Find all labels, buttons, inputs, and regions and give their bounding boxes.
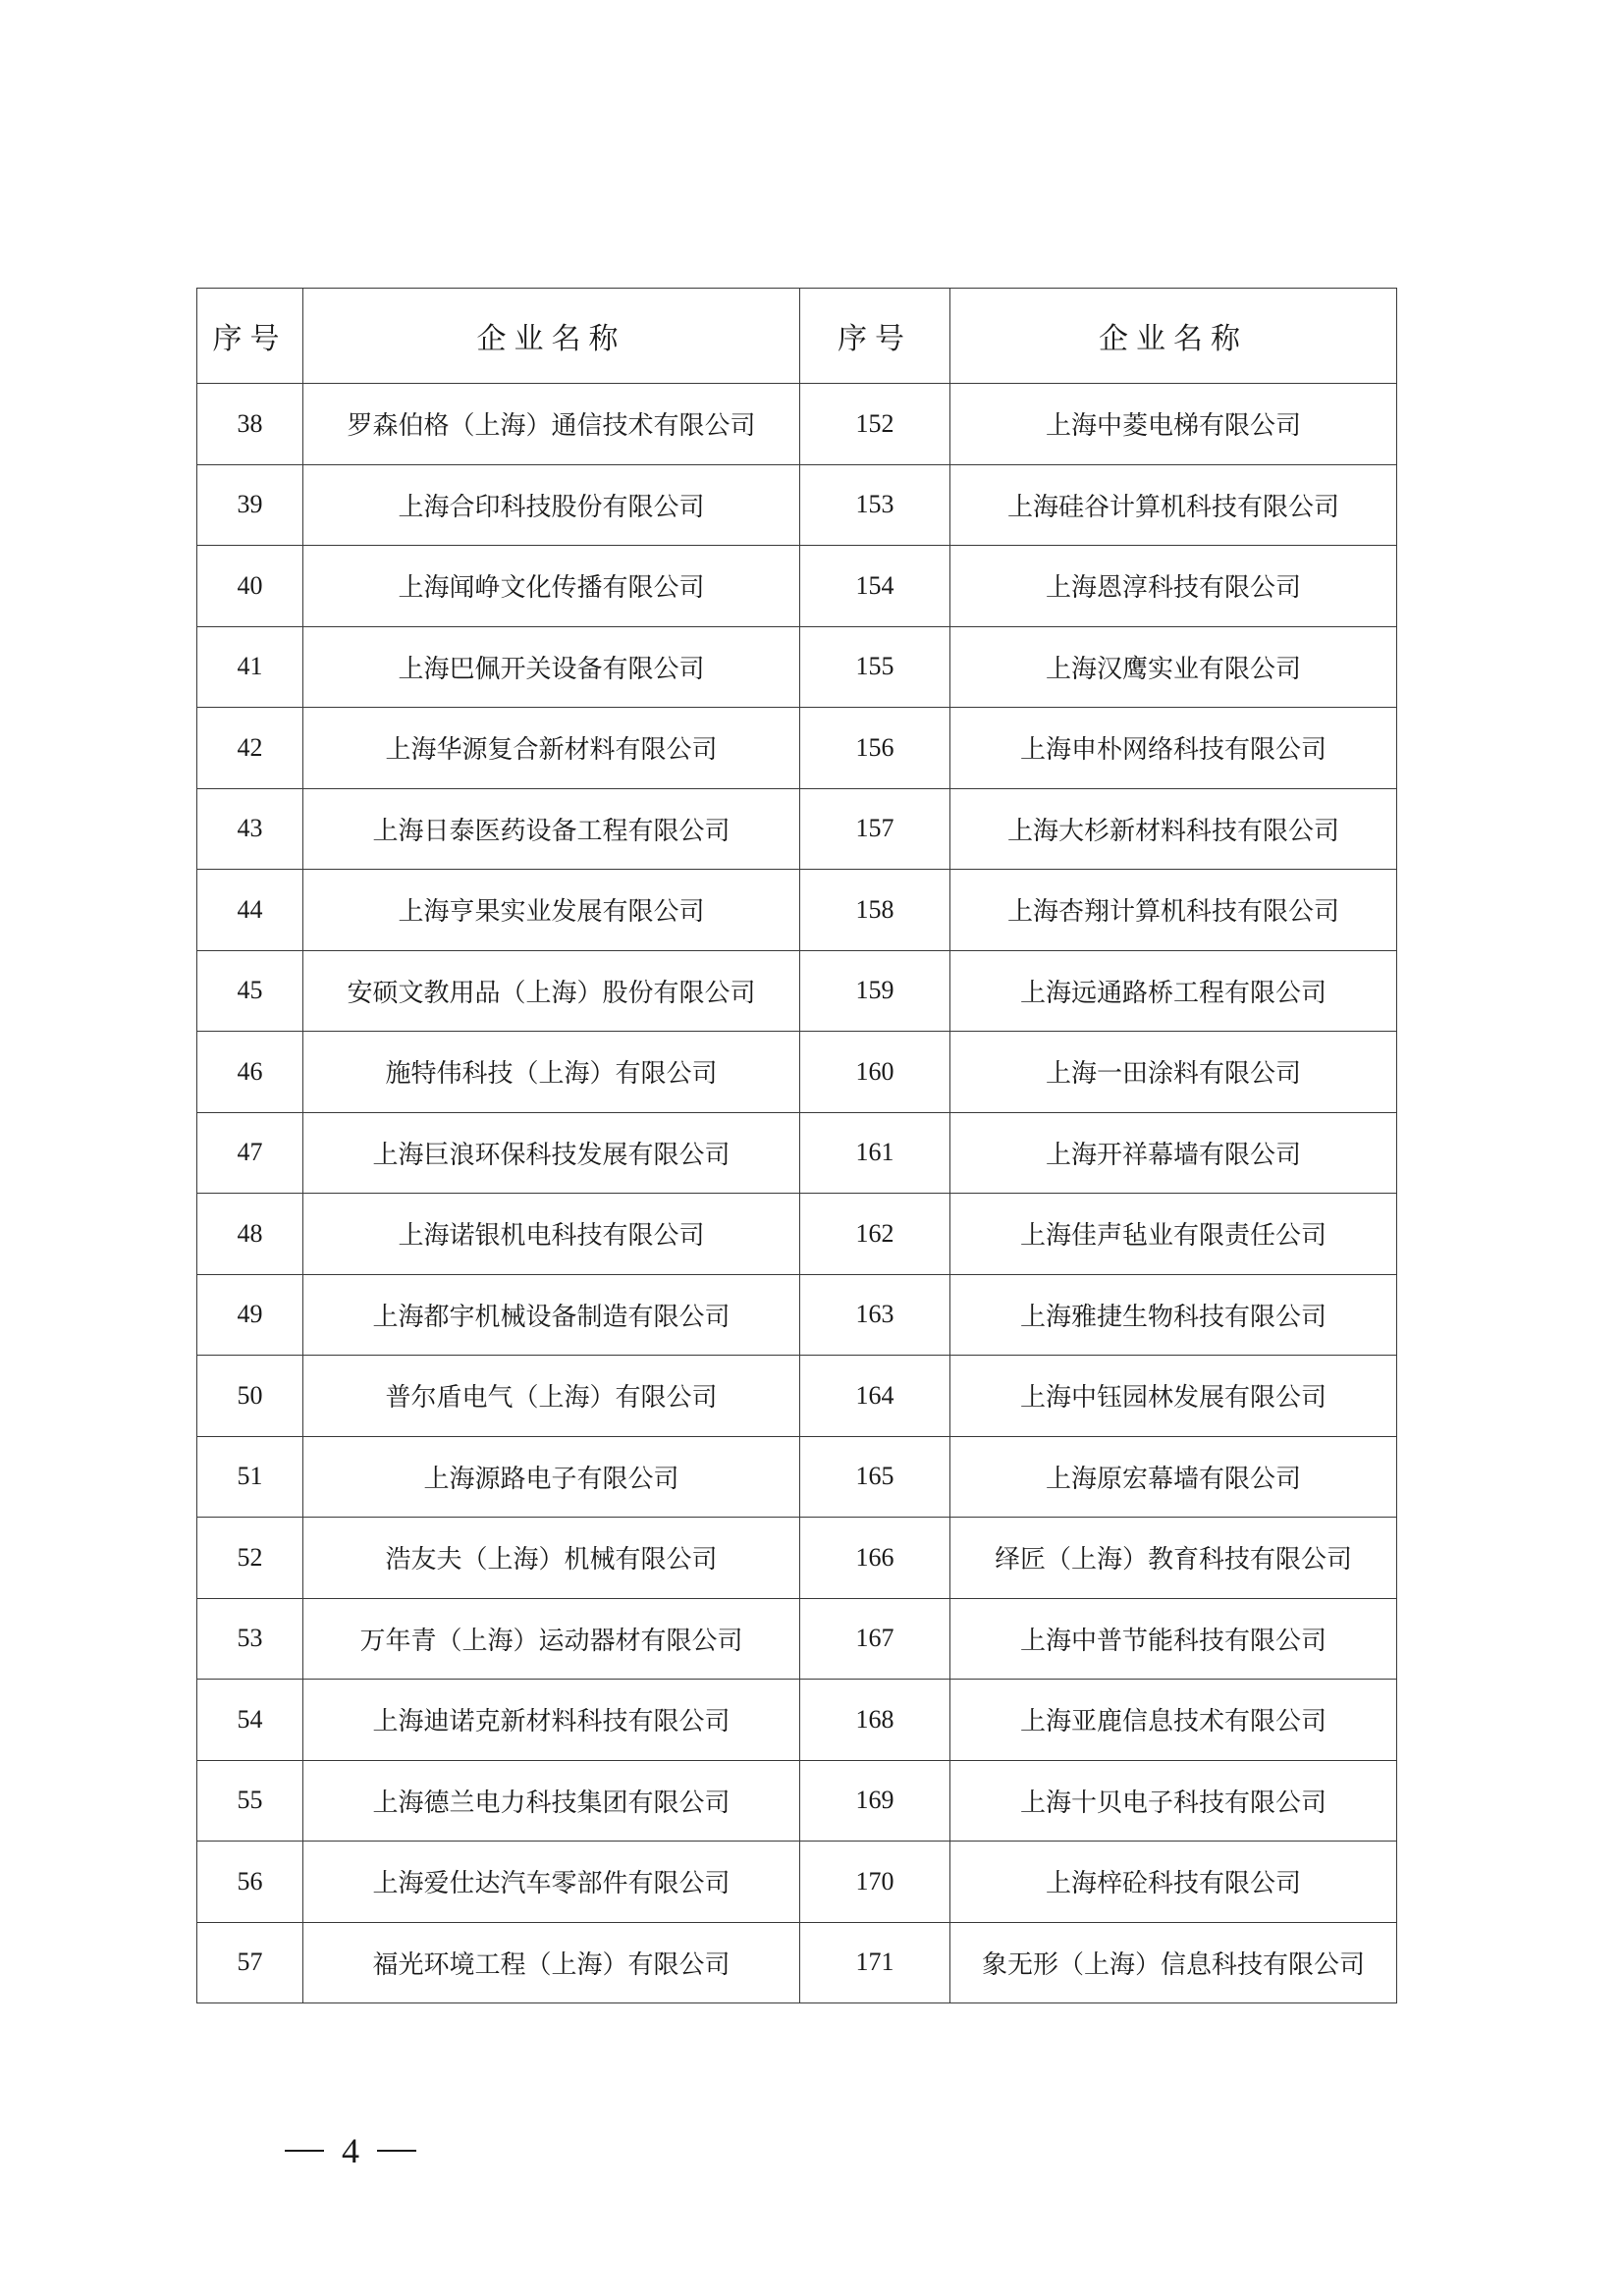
- company-name-cell: 普尔盾电气（上海）有限公司: [303, 1356, 800, 1437]
- table-row: [197, 1842, 1397, 1923]
- company-name-cell: 上海十贝电子科技有限公司: [950, 1760, 1397, 1842]
- company-name-cell: 施特伟科技（上海）有限公司: [303, 1032, 800, 1113]
- company-name-cell: 象无形（上海）信息科技有限公司: [950, 1922, 1397, 2003]
- serial-number-cell: 156: [800, 708, 950, 789]
- serial-number-cell: 165: [800, 1436, 950, 1518]
- dash-right: [377, 2150, 416, 2152]
- company-name-cell: 上海佳声毡业有限责任公司: [950, 1194, 1397, 1275]
- company-name-cell: 上海诺银机电科技有限公司: [303, 1194, 800, 1275]
- company-name-cell: 浩友夫（上海）机械有限公司: [303, 1518, 800, 1599]
- serial-number-cell: 152: [800, 384, 950, 465]
- serial-number-cell: 153: [800, 464, 950, 546]
- table-row: [197, 464, 1397, 546]
- serial-number-cell: 39: [197, 464, 303, 546]
- serial-number-cell: 159: [800, 950, 950, 1032]
- table-row: [197, 788, 1397, 870]
- table-row: [197, 1032, 1397, 1113]
- company-name-cell: 上海华源复合新材料有限公司: [303, 708, 800, 789]
- serial-number-cell: 53: [197, 1598, 303, 1680]
- company-name-cell: 上海恩淳科技有限公司: [950, 546, 1397, 627]
- serial-number-cell: 48: [197, 1194, 303, 1275]
- table-row: [197, 1598, 1397, 1680]
- serial-number-cell: 55: [197, 1760, 303, 1842]
- table-row: [197, 1518, 1397, 1599]
- table-row: [197, 870, 1397, 951]
- company-name-cell: 上海汉鹰实业有限公司: [950, 626, 1397, 708]
- table-row: [197, 1112, 1397, 1194]
- table-row: [197, 1922, 1397, 2003]
- table-row: [197, 626, 1397, 708]
- serial-number-cell: 43: [197, 788, 303, 870]
- serial-number-cell: 40: [197, 546, 303, 627]
- company-name-cell: 万年青（上海）运动器材有限公司: [303, 1598, 800, 1680]
- serial-number-cell: 38: [197, 384, 303, 465]
- company-name-cell: 上海源路电子有限公司: [303, 1436, 800, 1518]
- table-row: [197, 1194, 1397, 1275]
- company-name-cell: 上海开祥幕墙有限公司: [950, 1112, 1397, 1194]
- table-header-row: [197, 289, 1397, 384]
- table-row: [197, 1680, 1397, 1761]
- company-name-cell: 上海原宏幕墙有限公司: [950, 1436, 1397, 1518]
- dash-left: [285, 2150, 324, 2152]
- header-serial-number-right: 序号: [800, 289, 950, 384]
- serial-number-cell: 46: [197, 1032, 303, 1113]
- company-name-cell: 上海巨浪环保科技发展有限公司: [303, 1112, 800, 1194]
- serial-number-cell: 52: [197, 1518, 303, 1599]
- company-name-cell: 上海中钰园林发展有限公司: [950, 1356, 1397, 1437]
- company-name-cell: 上海亨果实业发展有限公司: [303, 870, 800, 951]
- company-name-cell: 上海中菱电梯有限公司: [950, 384, 1397, 465]
- serial-number-cell: 45: [197, 950, 303, 1032]
- serial-number-cell: 49: [197, 1274, 303, 1356]
- page-footer: [285, 2130, 416, 2171]
- company-name-cell: 上海一田涂料有限公司: [950, 1032, 1397, 1113]
- serial-number-cell: 168: [800, 1680, 950, 1761]
- table-body: [197, 384, 1397, 2003]
- serial-number-cell: 166: [800, 1518, 950, 1599]
- header-company-name-left: 企业名称: [303, 289, 800, 384]
- company-name-cell: 绎匠（上海）教育科技有限公司: [950, 1518, 1397, 1599]
- table-row: [197, 384, 1397, 465]
- company-name-cell: 上海爱仕达汽车零部件有限公司: [303, 1842, 800, 1923]
- serial-number-cell: 167: [800, 1598, 950, 1680]
- table-row: [197, 546, 1397, 627]
- company-name-cell: 福光环境工程（上海）有限公司: [303, 1922, 800, 2003]
- serial-number-cell: 56: [197, 1842, 303, 1923]
- company-name-cell: 上海德兰电力科技集团有限公司: [303, 1760, 800, 1842]
- company-name-cell: 上海硅谷计算机科技有限公司: [950, 464, 1397, 546]
- company-list-table: [196, 288, 1397, 2003]
- company-name-cell: 上海迪诺克新材料科技有限公司: [303, 1680, 800, 1761]
- serial-number-cell: 164: [800, 1356, 950, 1437]
- table-row: [197, 1760, 1397, 1842]
- header-serial-number-left: 序号: [197, 289, 303, 384]
- company-name-cell: 上海申朴网络科技有限公司: [950, 708, 1397, 789]
- company-name-cell: 上海闻峥文化传播有限公司: [303, 546, 800, 627]
- company-name-cell: 上海中普节能科技有限公司: [950, 1598, 1397, 1680]
- serial-number-cell: 169: [800, 1760, 950, 1842]
- company-name-cell: 上海都宇机械设备制造有限公司: [303, 1274, 800, 1356]
- company-name-cell: 上海雅捷生物科技有限公司: [950, 1274, 1397, 1356]
- serial-number-cell: 51: [197, 1436, 303, 1518]
- table-row: [197, 1274, 1397, 1356]
- company-name-cell: 上海大杉新材料科技有限公司: [950, 788, 1397, 870]
- table-row: [197, 708, 1397, 789]
- table-row: [197, 950, 1397, 1032]
- serial-number-cell: 171: [800, 1922, 950, 2003]
- serial-number-cell: 157: [800, 788, 950, 870]
- company-name-cell: 上海亚鹿信息技术有限公司: [950, 1680, 1397, 1761]
- table-row: [197, 1436, 1397, 1518]
- header-company-name-right: 企业名称: [950, 289, 1397, 384]
- serial-number-cell: 154: [800, 546, 950, 627]
- serial-number-cell: 44: [197, 870, 303, 951]
- table-row: [197, 1356, 1397, 1437]
- serial-number-cell: 42: [197, 708, 303, 789]
- serial-number-cell: 170: [800, 1842, 950, 1923]
- serial-number-cell: 54: [197, 1680, 303, 1761]
- serial-number-cell: 47: [197, 1112, 303, 1194]
- serial-number-cell: 50: [197, 1356, 303, 1437]
- serial-number-cell: 163: [800, 1274, 950, 1356]
- serial-number-cell: 161: [800, 1112, 950, 1194]
- serial-number-cell: 162: [800, 1194, 950, 1275]
- serial-number-cell: 41: [197, 626, 303, 708]
- serial-number-cell: 155: [800, 626, 950, 708]
- company-name-cell: 上海巴佩开关设备有限公司: [303, 626, 800, 708]
- serial-number-cell: 158: [800, 870, 950, 951]
- company-name-cell: 罗森伯格（上海）通信技术有限公司: [303, 384, 800, 465]
- company-name-cell: 安硕文教用品（上海）股份有限公司: [303, 950, 800, 1032]
- company-name-cell: 上海日泰医药设备工程有限公司: [303, 788, 800, 870]
- serial-number-cell: 57: [197, 1922, 303, 2003]
- company-name-cell: 上海远通路桥工程有限公司: [950, 950, 1397, 1032]
- company-name-cell: 上海梓砼科技有限公司: [950, 1842, 1397, 1923]
- company-name-cell: 上海杏翔计算机科技有限公司: [950, 870, 1397, 951]
- serial-number-cell: 160: [800, 1032, 950, 1113]
- company-name-cell: 上海合印科技股份有限公司: [303, 464, 800, 546]
- page-number: 4: [342, 2131, 359, 2170]
